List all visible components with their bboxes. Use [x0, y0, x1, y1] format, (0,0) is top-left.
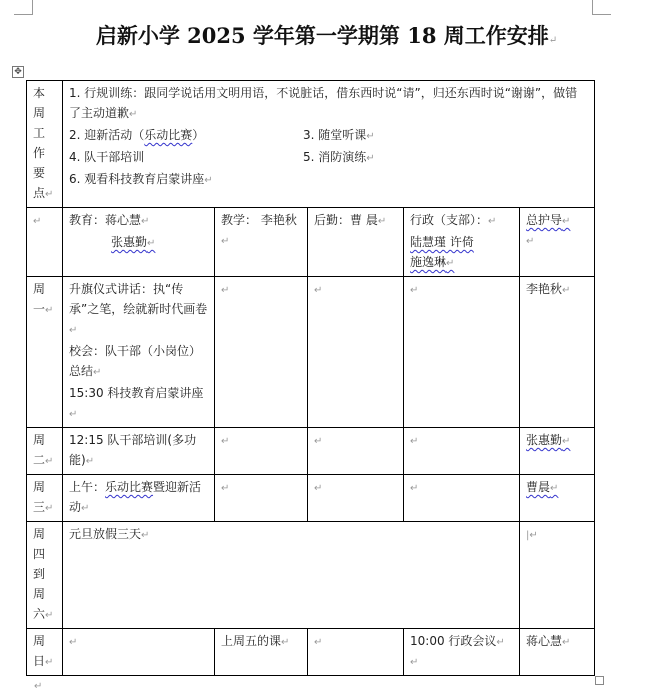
holiday-cell[interactable]: 元旦放假三天 ↵: [63, 522, 520, 629]
table-row: ↵ 教育：蒋心慧 ↵ 张惠勤 ↵ 教学： 李艳秋 ↵ 后勤：曹 晨 ↵ 行政（支部）： ↵ 陆慧瑾 许倚 施逸琳 ↵ 总护导 ↵ ↵: [27, 208, 595, 277]
table-move-handle[interactable]: ✥: [12, 66, 24, 78]
point-5: 5. 消防演练 ↵: [303, 147, 375, 169]
staff-guard[interactable]: 总护导 ↵ ↵: [520, 208, 595, 277]
teach-cell[interactable]: 上周五的课 ↵: [215, 629, 308, 676]
admin-cell[interactable]: 10:00 行政会议 ↵ ↵: [404, 629, 520, 676]
table-wrapper: [26, 80, 616, 696]
week-points-label: 本周工作要点 ↵: [27, 81, 63, 208]
edu-cell[interactable]: 12:15 队干部培训(多功能) ↵: [63, 428, 215, 475]
day-label: 周四到周六 ↵: [27, 522, 63, 629]
table-row: 周一 ↵ 升旗仪式讲话：执“传承”之笔，绘就新时代画卷 ↵ 校会：队干部（小岗位）总结 ↵ 15:30 科技教育启蒙讲座 ↵ ↵ ↵ ↵ 李艳秋 ↵: [27, 277, 595, 428]
day-label: 周二 ↵: [27, 428, 63, 475]
point-3: 3. 随堂听课 ↵: [303, 125, 375, 147]
day-label: 周三 ↵: [27, 475, 63, 522]
staff-admin[interactable]: 行政（支部）： ↵ 陆慧瑾 许倚 施逸琳 ↵: [404, 208, 520, 277]
edu-cell[interactable]: 升旗仪式讲话：执“传承”之笔，绘就新时代画卷 ↵ 校会：队干部（小岗位）总结 ↵ 15:30 科技教育启蒙讲座 ↵: [63, 277, 215, 428]
table-row: 周日 ↵ ↵ 上周五的课 ↵ ↵ 10:00 行政会议 ↵ ↵ 蒋心慧 ↵: [27, 629, 595, 676]
point-2: 2. 迎新活动（乐动比赛）: [69, 128, 205, 142]
table-resize-handle[interactable]: [595, 676, 604, 685]
table-row: 周二 ↵ 12:15 队干部培训(多功能) ↵ ↵ ↵ ↵ 张惠勤 ↵: [27, 428, 595, 475]
staff-logistics[interactable]: 后勤：曹 晨 ↵: [308, 208, 404, 277]
title-text: 启新小学 2025 学年第一学期第 18 周工作安排: [95, 23, 549, 48]
table-row: 周三 ↵ 上午：乐动比赛暨迎新活动 ↵ ↵ ↵ ↵ 曹晨 ↵: [27, 475, 595, 522]
guard-cell[interactable]: 蒋心慧 ↵: [520, 629, 595, 676]
edu-cell[interactable]: 上午：乐动比赛暨迎新活动 ↵: [63, 475, 215, 522]
point-1: 1. 行规训练：跟同学说话用文明用语，不说脏话，借东西时说“请”，归还东西时说“谢谢”，做错了主动道歉 ↵: [69, 83, 588, 125]
day-label: 周一 ↵: [27, 277, 63, 428]
point-4: 4. 队干部培训: [69, 150, 145, 164]
guard-cell[interactable]: |↵: [520, 522, 595, 629]
after-table: [26, 676, 616, 696]
day-label: 周日 ↵: [27, 629, 63, 676]
staff-teaching[interactable]: 教学： 李艳秋 ↵: [215, 208, 308, 277]
guard-cell[interactable]: 张惠勤 ↵: [520, 428, 595, 475]
paragraph-mark: ↵: [34, 681, 43, 692]
staff-education[interactable]: 教育：蒋心慧 ↵ 张惠勤 ↵: [63, 208, 215, 277]
schedule-table: [26, 80, 595, 676]
table-row: [27, 522, 595, 629]
document-title: [0, 22, 653, 55]
point-6: 6. 观看科技教育启蒙讲座 ↵: [69, 169, 588, 191]
table-row: [27, 81, 595, 208]
guard-cell[interactable]: 李艳秋 ↵: [520, 277, 595, 428]
guard-cell[interactable]: 曹晨 ↵: [520, 475, 595, 522]
week-points-cell[interactable]: [63, 81, 595, 208]
page-corner-mark: [14, 0, 33, 15]
page-corner-mark: [592, 0, 611, 15]
